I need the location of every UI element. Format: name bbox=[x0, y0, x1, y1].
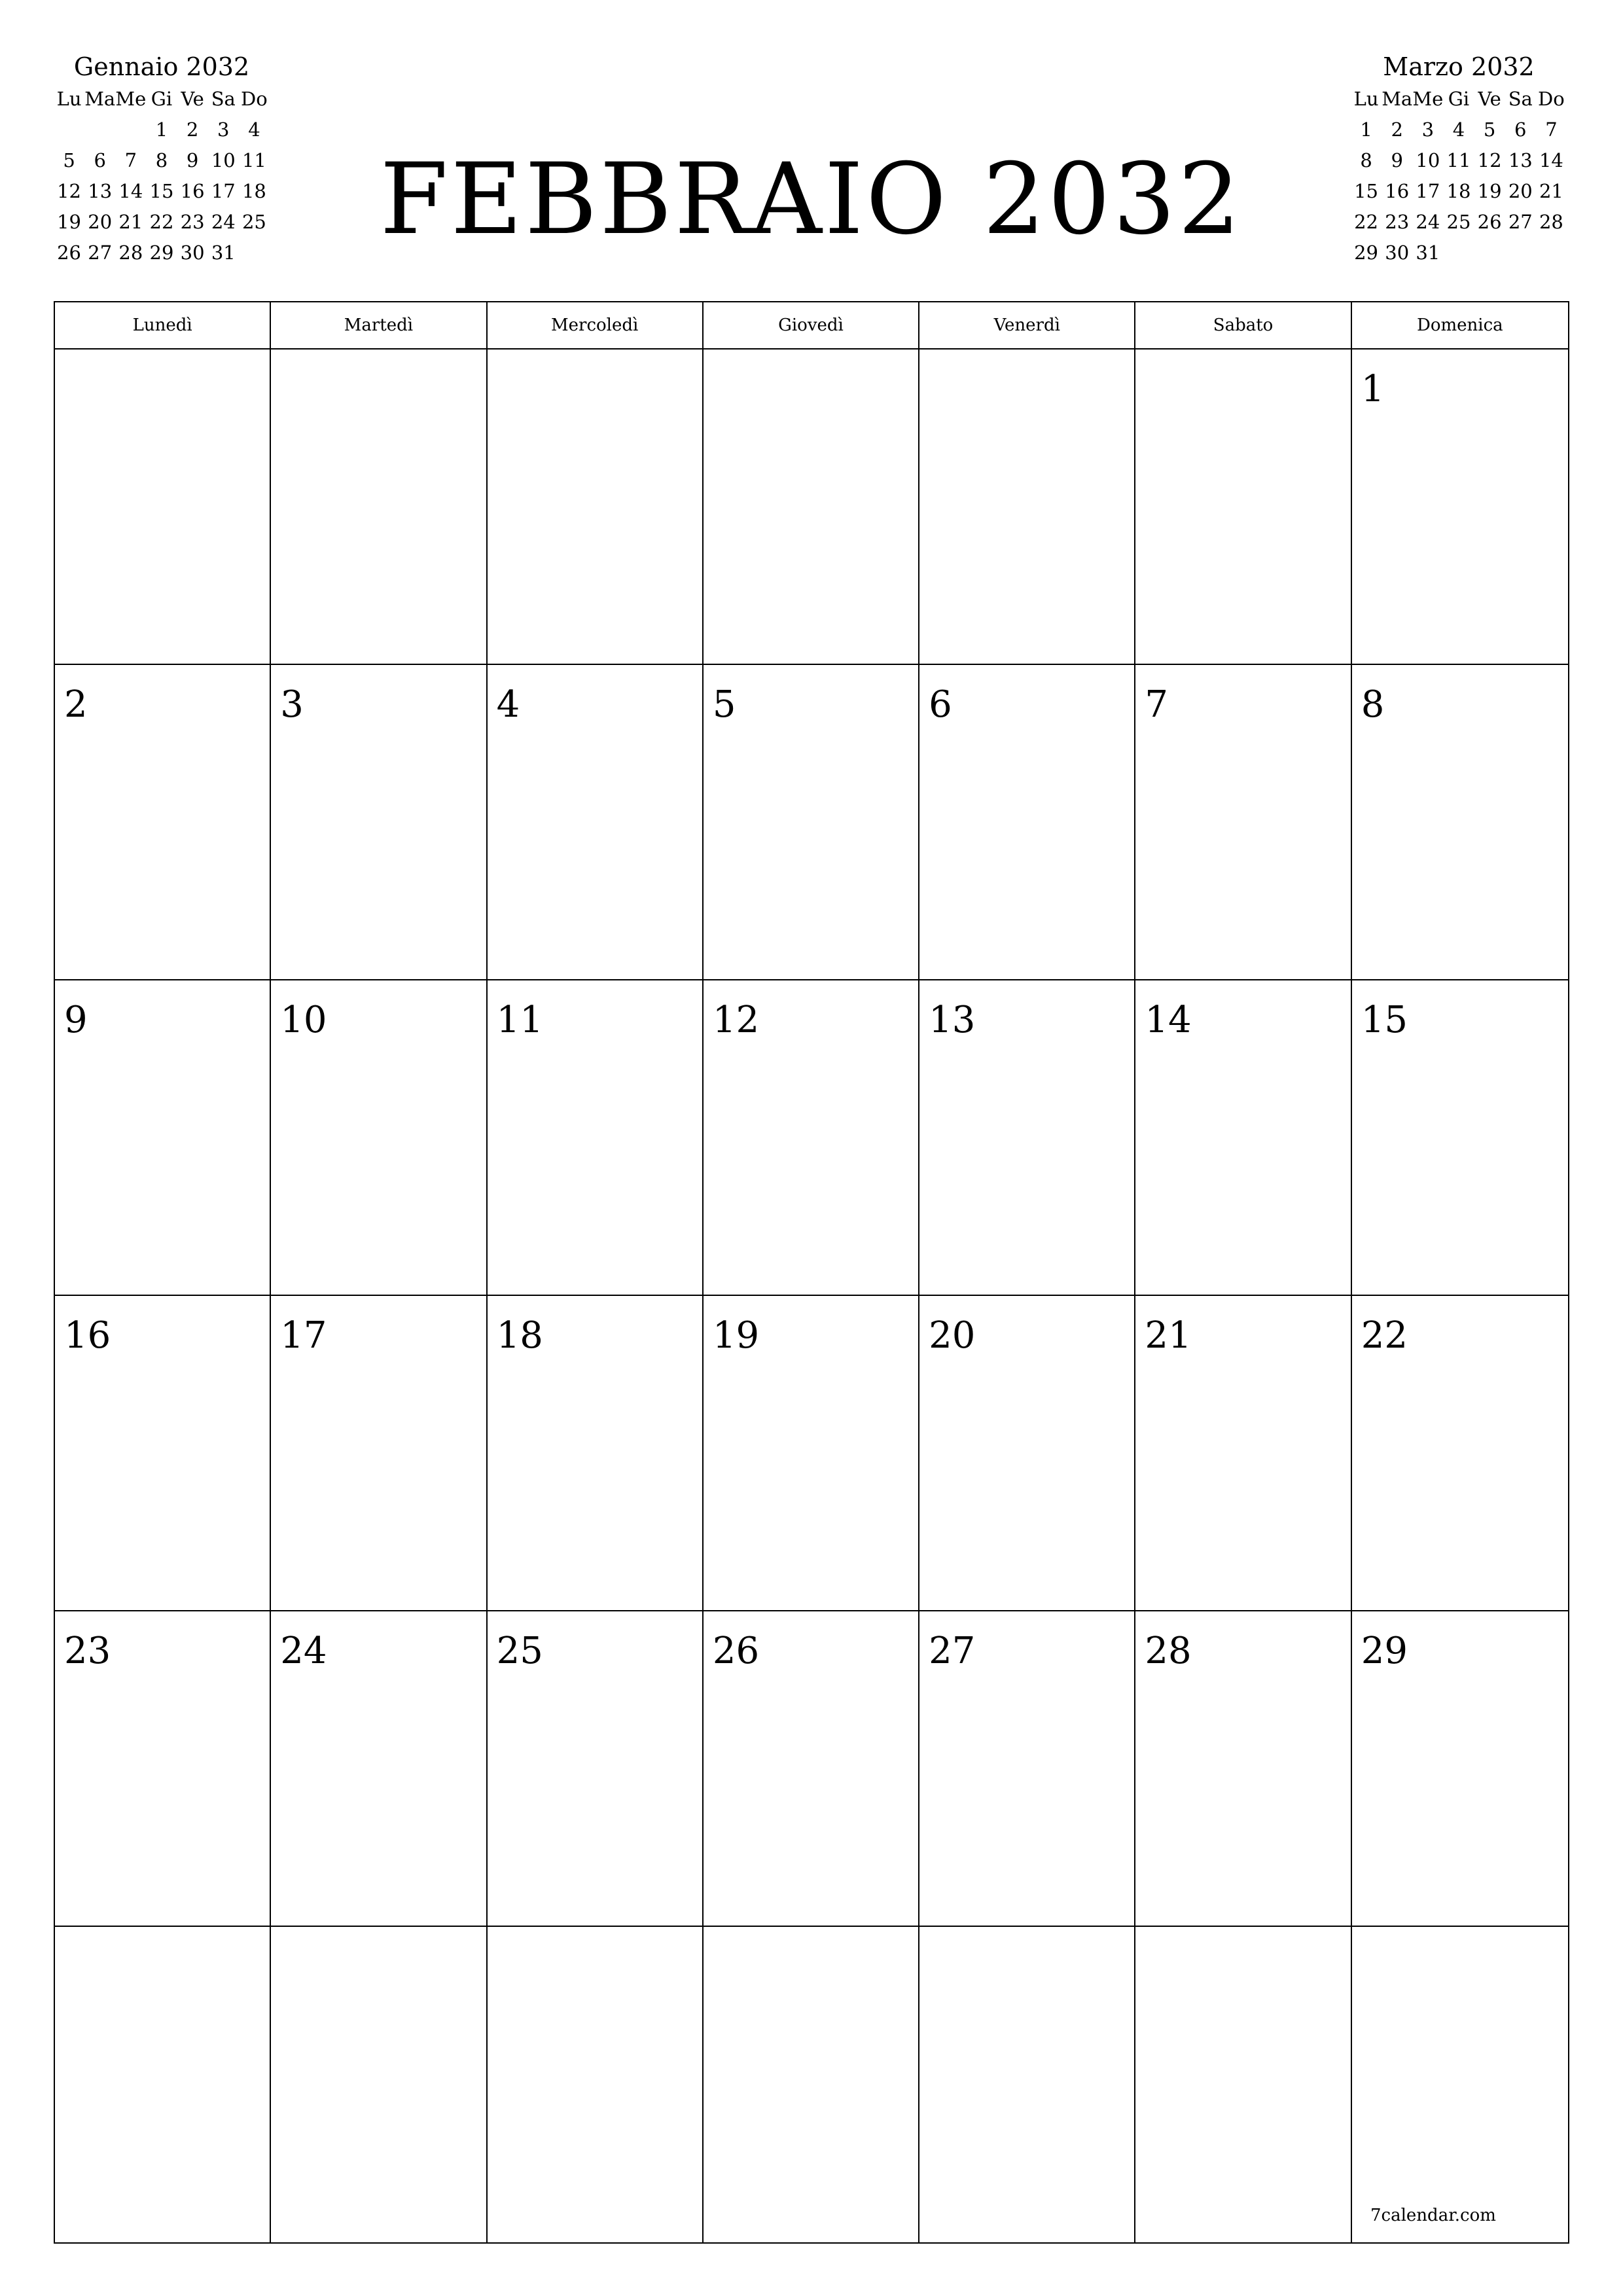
day-number: 18 bbox=[496, 1314, 543, 1357]
mini-calendar-grid bbox=[1351, 84, 1567, 268]
day-number: 10 bbox=[280, 999, 327, 1041]
mini-calendar-title: Marzo 2032 bbox=[1383, 52, 1535, 81]
day-cell bbox=[919, 980, 1135, 1296]
mini-day-cell: 31 bbox=[1416, 242, 1440, 264]
day-number: 5 bbox=[712, 683, 736, 726]
mini-day-cell: 25 bbox=[241, 211, 266, 233]
day-number: 28 bbox=[1145, 1630, 1192, 1672]
day-cell bbox=[271, 665, 487, 980]
mini-day-cell: 29 bbox=[149, 242, 174, 264]
day-number: 25 bbox=[496, 1630, 543, 1672]
page-title: FEBBRAIO 2032 bbox=[380, 143, 1243, 257]
day-number: 27 bbox=[929, 1630, 976, 1672]
day-number: 16 bbox=[64, 1314, 111, 1357]
day-cell bbox=[704, 350, 919, 665]
day-number: 2 bbox=[64, 683, 88, 726]
mini-day-cell: 7 bbox=[1545, 118, 1558, 141]
day-cell bbox=[704, 980, 919, 1296]
footer-credit: 7calendar.com bbox=[1370, 2206, 1496, 2225]
day-number: 20 bbox=[929, 1314, 976, 1357]
mini-day-header: Ma bbox=[1382, 88, 1413, 110]
mini-day-cell: 15 bbox=[1354, 180, 1379, 202]
day-cell bbox=[1135, 1611, 1351, 1927]
day-grid bbox=[54, 348, 1569, 2244]
mini-day-cell: 2 bbox=[186, 118, 199, 141]
mini-day-cell: 23 bbox=[180, 211, 205, 233]
mini-day-header: Ma bbox=[84, 88, 116, 110]
mini-day-header: Lu bbox=[56, 88, 82, 110]
mini-day-cell: 23 bbox=[1385, 211, 1410, 233]
mini-day-cell: 11 bbox=[241, 149, 266, 171]
mini-day-cell: 6 bbox=[1514, 118, 1527, 141]
day-number: 11 bbox=[496, 999, 543, 1041]
day-cell bbox=[919, 1927, 1135, 2242]
day-cell bbox=[55, 1296, 271, 1611]
mini-day-cell: 30 bbox=[1385, 242, 1410, 264]
mini-day-cell: 20 bbox=[1508, 180, 1533, 202]
day-number: 22 bbox=[1361, 1314, 1408, 1357]
mini-day-cell: 26 bbox=[1477, 211, 1502, 233]
mini-calendar-title: Gennaio 2032 bbox=[73, 52, 250, 81]
day-number: 8 bbox=[1361, 683, 1385, 726]
mini-day-cell: 7 bbox=[124, 149, 137, 171]
mini-day-header: Ve bbox=[1478, 88, 1501, 110]
day-cell bbox=[1135, 350, 1351, 665]
month-calendar bbox=[54, 301, 1569, 2244]
mini-day-cell bbox=[1443, 238, 1474, 268]
mini-day-cell: 19 bbox=[1477, 180, 1502, 202]
day-number: 1 bbox=[1361, 368, 1385, 410]
mini-day-cell: 21 bbox=[1539, 180, 1563, 202]
mini-day-header: Gi bbox=[1448, 88, 1470, 110]
day-cell bbox=[488, 665, 704, 980]
mini-day-cell: 31 bbox=[211, 242, 236, 264]
mini-day-cell: 10 bbox=[1416, 149, 1440, 171]
day-cell bbox=[1352, 1927, 1568, 2242]
day-cell bbox=[704, 665, 919, 980]
day-cell bbox=[271, 980, 487, 1296]
mini-day-header: Ve bbox=[181, 88, 204, 110]
day-cell bbox=[55, 1927, 271, 2242]
day-cell bbox=[919, 665, 1135, 980]
mini-day-cell: 11 bbox=[1446, 149, 1471, 171]
mini-day-cell: 8 bbox=[1360, 149, 1372, 171]
day-number: 15 bbox=[1361, 999, 1408, 1041]
day-cell bbox=[271, 1611, 487, 1927]
mini-day-cell: 2 bbox=[1391, 118, 1403, 141]
weekday-header: Venerdì bbox=[919, 302, 1135, 348]
mini-day-cell: 26 bbox=[57, 242, 82, 264]
mini-day-header: Do bbox=[1538, 88, 1565, 110]
mini-day-cell: 8 bbox=[155, 149, 168, 171]
day-cell bbox=[271, 1296, 487, 1611]
mini-day-cell: 27 bbox=[1508, 211, 1533, 233]
mini-day-header: Sa bbox=[211, 88, 236, 110]
mini-day-cell: 17 bbox=[1416, 180, 1440, 202]
day-number: 17 bbox=[280, 1314, 327, 1357]
day-cell bbox=[271, 1927, 487, 2242]
mini-day-cell: 29 bbox=[1354, 242, 1379, 264]
mini-day-header: Gi bbox=[151, 88, 173, 110]
mini-day-cell: 6 bbox=[94, 149, 106, 171]
day-cell bbox=[1135, 980, 1351, 1296]
day-cell bbox=[488, 1611, 704, 1927]
mini-day-cell: 14 bbox=[1539, 149, 1563, 171]
mini-day-cell: 9 bbox=[186, 149, 199, 171]
mini-day-cell: 13 bbox=[1508, 149, 1533, 171]
mini-day-cell: 22 bbox=[149, 211, 174, 233]
mini-day-cell: 10 bbox=[211, 149, 236, 171]
mini-day-header: Sa bbox=[1508, 88, 1533, 110]
day-cell bbox=[1352, 350, 1568, 665]
mini-day-cell: 27 bbox=[88, 242, 113, 264]
day-number: 29 bbox=[1361, 1630, 1408, 1672]
mini-day-cell bbox=[1536, 238, 1567, 268]
day-number: 23 bbox=[64, 1630, 111, 1672]
day-cell bbox=[55, 350, 271, 665]
mini-day-header: Do bbox=[241, 88, 268, 110]
mini-day-cell: 16 bbox=[180, 180, 205, 202]
mini-day-cell: 5 bbox=[1483, 118, 1496, 141]
mini-day-cell: 3 bbox=[1421, 118, 1435, 141]
day-number: 19 bbox=[712, 1314, 760, 1357]
day-number: 4 bbox=[496, 683, 520, 726]
mini-day-cell: 22 bbox=[1354, 211, 1379, 233]
day-number: 3 bbox=[280, 683, 304, 726]
mini-day-cell: 19 bbox=[57, 211, 82, 233]
day-cell bbox=[488, 980, 704, 1296]
day-number: 9 bbox=[64, 999, 88, 1041]
day-cell bbox=[488, 1296, 704, 1611]
day-cell bbox=[1135, 665, 1351, 980]
day-cell bbox=[919, 350, 1135, 665]
mini-day-cell: 1 bbox=[155, 118, 168, 141]
mini-day-cell: 18 bbox=[241, 180, 266, 202]
mini-day-cell: 14 bbox=[118, 180, 143, 202]
day-cell bbox=[1352, 1611, 1568, 1927]
day-cell bbox=[1135, 1296, 1351, 1611]
weekday-header: Lunedì bbox=[55, 302, 271, 348]
day-cell bbox=[488, 1927, 704, 2242]
day-cell bbox=[1352, 980, 1568, 1296]
day-number: 13 bbox=[929, 999, 976, 1041]
mini-day-cell: 12 bbox=[57, 180, 82, 202]
mini-day-cell: 18 bbox=[1446, 180, 1471, 202]
mini-day-cell: 12 bbox=[1477, 149, 1502, 171]
mini-day-cell: 20 bbox=[88, 211, 113, 233]
weekday-header-row bbox=[54, 301, 1569, 348]
mini-day-cell: 1 bbox=[1360, 118, 1372, 141]
day-cell bbox=[55, 980, 271, 1296]
mini-calendar-next bbox=[1351, 50, 1567, 268]
day-cell bbox=[1135, 1927, 1351, 2242]
mini-day-cell: 28 bbox=[1539, 211, 1563, 233]
day-cell bbox=[704, 1927, 919, 2242]
mini-day-header: Me bbox=[1412, 88, 1444, 110]
day-cell bbox=[1352, 1296, 1568, 1611]
day-cell bbox=[704, 1611, 919, 1927]
day-cell bbox=[55, 665, 271, 980]
day-cell bbox=[271, 350, 487, 665]
day-cell bbox=[704, 1296, 919, 1611]
day-cell bbox=[1352, 665, 1568, 980]
mini-day-cell: 5 bbox=[63, 149, 75, 171]
weekday-header: Mercoledì bbox=[488, 302, 704, 348]
weekday-header: Giovedì bbox=[704, 302, 919, 348]
day-number: 14 bbox=[1145, 999, 1192, 1041]
day-number: 7 bbox=[1145, 683, 1169, 726]
mini-day-cell: 28 bbox=[118, 242, 143, 264]
weekday-header: Martedì bbox=[271, 302, 487, 348]
mini-day-cell: 25 bbox=[1446, 211, 1471, 233]
weekday-header: Domenica bbox=[1417, 315, 1503, 335]
mini-day-cell: 9 bbox=[1391, 149, 1403, 171]
mini-day-cell bbox=[1505, 238, 1536, 268]
day-number: 26 bbox=[712, 1630, 760, 1672]
day-number: 21 bbox=[1145, 1314, 1192, 1357]
mini-day-cell: 4 bbox=[1452, 118, 1465, 141]
day-number: 6 bbox=[929, 683, 952, 726]
day-cell bbox=[55, 1611, 271, 1927]
mini-day-cell: 4 bbox=[248, 118, 260, 141]
mini-day-cell: 21 bbox=[118, 211, 143, 233]
mini-day-cell: 13 bbox=[88, 180, 113, 202]
mini-day-header: Lu bbox=[1353, 88, 1379, 110]
mini-day-cell bbox=[1474, 238, 1505, 268]
day-cell bbox=[919, 1296, 1135, 1611]
mini-day-header: Me bbox=[115, 88, 147, 110]
day-cell bbox=[919, 1611, 1135, 1927]
mini-day-cell: 30 bbox=[180, 242, 205, 264]
mini-day-cell: 24 bbox=[211, 211, 236, 233]
mini-day-cell: 16 bbox=[1385, 180, 1410, 202]
day-number: 12 bbox=[712, 999, 760, 1041]
mini-day-cell: 15 bbox=[149, 180, 174, 202]
mini-day-cell: 17 bbox=[211, 180, 236, 202]
day-number: 24 bbox=[280, 1630, 327, 1672]
day-cell bbox=[488, 350, 704, 665]
weekday-header: Sabato bbox=[1135, 302, 1351, 348]
mini-day-cell: 3 bbox=[217, 118, 230, 141]
mini-day-cell: 24 bbox=[1416, 211, 1440, 233]
